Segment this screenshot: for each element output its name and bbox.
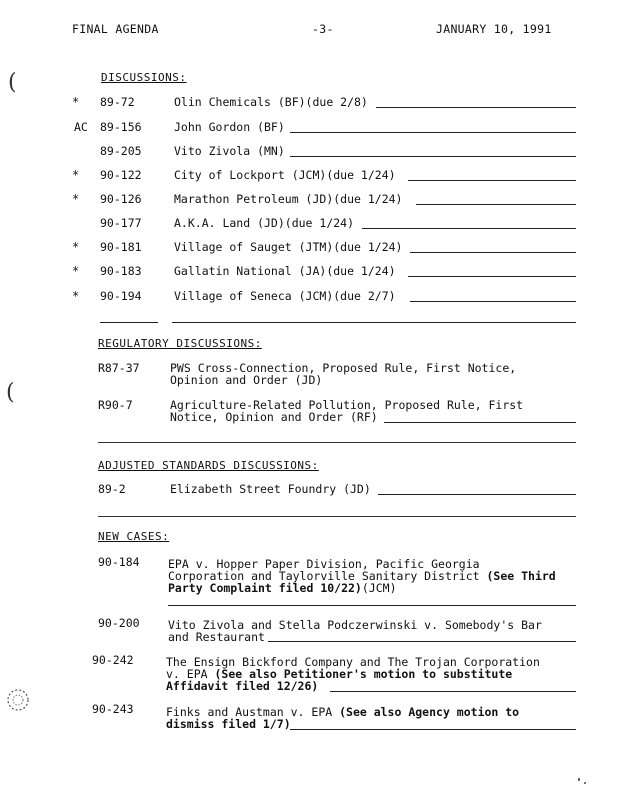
stamp-icon [4,686,32,714]
item-mark: * [72,192,80,206]
case-number: 90-194 [100,289,142,303]
case-number: 90-181 [100,240,142,254]
case-title-line1: EPA v. Hopper Paper Division, Pacific Georgia [168,557,480,571]
case-note: (See Third [486,569,556,583]
blank-line [384,422,576,423]
section-separator [98,442,576,443]
case-title: Elizabeth Street Foundry (JD) [170,482,371,496]
case-number: 90-183 [100,264,142,278]
blank-line [100,322,158,323]
case-number: 90-122 [100,168,142,182]
adjusted-title: ADJUSTED STANDARDS DISCUSSIONS: [98,459,319,472]
case-title: Gallatin National (JA)(due 1/24) [174,264,396,278]
margin-mark-icon: ( [6,380,15,405]
scan-speck [584,782,586,784]
case-title-text: Corporation and Taylorville Sanitary District [168,569,487,583]
section-separator [98,516,576,517]
case-number: 89-205 [100,144,142,158]
blank-line [376,107,576,108]
case-number: R87-37 [98,361,140,375]
blank-line [408,276,576,277]
case-note: (See also Petitioner's motion to substitute [214,667,513,681]
case-number: 90-243 [92,702,134,716]
blank-line [362,228,576,229]
case-title: Marathon Petroleum (JD)(due 1/24) [174,192,403,206]
case-note: Affidavit filed 12/26) [166,679,319,693]
scan-speck [578,778,580,781]
case-title-line3 [168,581,397,595]
margin-mark-icon: ( [8,70,17,95]
case-number: 90-126 [100,192,142,206]
case-number: 89-72 [100,95,135,109]
case-note: (See also Agency motion to [339,705,520,719]
blank-line [290,156,576,157]
case-title-line1: PWS Cross-Connection, Proposed Rule, First Notice, [170,361,517,375]
case-note: Party Complaint filed 10/22) [168,581,362,595]
case-title-line1: Agriculture-Related Pollution, Proposed Rule, First [170,398,524,412]
new-cases-title: NEW CASES: [98,530,170,543]
case-title: Vito Zivola (MN) [174,144,285,158]
case-title-line1: The Ensign Bickford Company and The Trojan Corporation [166,655,540,669]
case-title: Olin Chemicals (BF)(due 2/8) [174,95,368,109]
case-number: R90-7 [98,398,133,412]
case-title-line2: Opinion and Order (JD) [170,373,323,387]
blank-line [290,132,576,133]
case-title: A.K.A. Land (JD)(due 1/24) [174,216,355,230]
case-title-line1: Vito Zivola and Stella Podczerwinski v. Somebody's Bar [168,618,542,632]
case-title-line2: and Restaurant [168,630,265,644]
case-note: dismiss filed 1/7) [166,717,291,731]
item-mark: * [72,289,80,303]
case-title-line2: Notice, Opinion and Order (RF) [170,410,378,424]
case-number: 89-2 [98,482,126,496]
regulatory-title: REGULATORY DISCUSSIONS: [98,337,262,350]
blank-line [410,252,576,253]
header-date: JANUARY 10, 1991 [436,22,552,36]
case-number: 90-200 [98,616,140,630]
item-mark: AC [74,120,88,134]
case-title-text: (JCM) [361,581,397,595]
case-number: 90-177 [100,216,142,230]
case-title: Village of Sauget (JTM)(due 1/24) [174,240,403,254]
blank-line [290,729,576,730]
header-left: FINAL AGENDA [72,22,159,36]
case-number: 89-156 [100,120,142,134]
blank-line [378,494,576,495]
case-title-text: v. EPA [166,667,215,681]
page-number: -3- [312,22,334,36]
case-title-text: Finks and Austman v. EPA [166,705,340,719]
case-number: 90-184 [98,555,140,569]
discussions-title: DISCUSSIONS: [101,71,187,84]
item-mark: * [72,264,80,278]
blank-line [168,605,576,606]
item-mark: * [72,95,80,109]
blank-line [408,180,576,181]
case-title: City of Lockport (JCM)(due 1/24) [174,168,396,182]
blank-line [268,641,576,642]
case-number: 90-242 [92,653,134,667]
item-mark: * [72,240,80,254]
item-mark: * [72,168,80,182]
blank-line [330,691,576,692]
case-title: Village of Seneca (JCM)(due 2/7) [174,289,396,303]
blank-line [172,322,576,323]
case-title: John Gordon (BF) [174,120,285,134]
blank-line [410,301,576,302]
blank-line [416,204,576,205]
